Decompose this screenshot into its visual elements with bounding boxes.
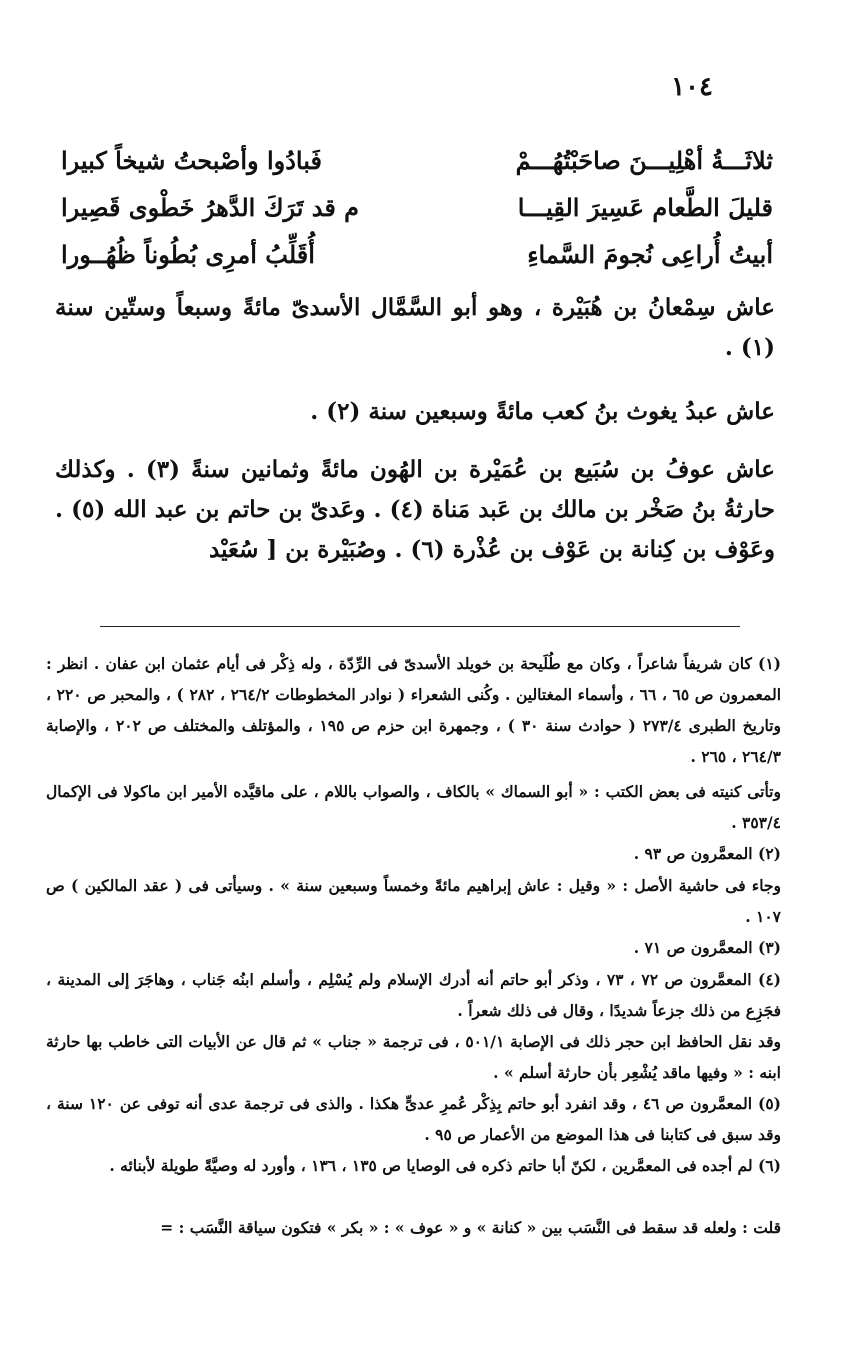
verse-second-hemistich: م قد تَرَكَ الدَّهرُ خَطْوى قَصِيرا bbox=[61, 193, 360, 222]
footnote: قلت : ولعله قد سقط فى النَّسَب بين « كنانة » و « عوف » : « بكر » فتكون سياقة النَّسَب : = bbox=[160, 1218, 781, 1237]
footnote: وجاء فى حاشية الأصل : « وقيل : عاش إبراهيم مائةً وخمساً وسبعين سنة » . وسيأتى فى ( عقد المالكين ) ص ١٠٧ . bbox=[46, 876, 781, 926]
verse-line bbox=[61, 146, 773, 186]
footnote: وقد نقل الحافظ ابن حجر ذلك فى الإصابة ٥٠١/١ ، فى ترجمة « جناب » ثم قال عن الأبيات التى خاطب بها حارثة ابنه : « وفيها ماقد يُشْعِر بأن حارثة أسلم » . bbox=[46, 1032, 782, 1082]
verse-second-hemistich: أُقَلِّبُ أمرِى بُطُوناً ظُهُــورا bbox=[61, 240, 315, 269]
footnote: (٥) المعمَّرون ص ٤٦ ، وقد انفرد أبو حاتم بِذِكْر عُمرِ عدىٍّ هكذا . والذى فى ترجمة عدى أنه توفى عن ١٢٠ سنة ، وقد سبق فى كتابنا فى هذا الموضع من الأعمار ص ٩٥ . bbox=[46, 1094, 781, 1144]
footnote-separator bbox=[100, 626, 740, 627]
body-paragraph: عاش عوفُ بن سُبَيع بن عُمَيْرة بن الهُون مائةً وثمانين سنةً (٣) . وكذلك حارثةُ بنُ صَخْر بن مالك بن عَبد مَناة (٤) . وعَدىّ بن حاتم بن عبد الله (٥) . وعَوْف بن كِنانة بن عَوْف بن عُذْرة (٦) . وصُبَيْرة بن [ سُعَيْد bbox=[55, 456, 775, 563]
footnote: (٦) لم أجده فى المعمَّرين ، لكنّ أبا حاتم ذكره فى الوصايا ص ١٣٥ ، ١٣٦ ، وأورد له وصيَّةً طويلة لأبنائه . bbox=[109, 1156, 781, 1175]
footnote: وتأتى كنيته فى بعض الكتب : « أبو السماك » بالكاف ، والصواب باللام ، على ماقيَّده الأمير ابن ماكولا فى الإكمال ٣٥٣/٤ . bbox=[46, 782, 781, 832]
footnote: (١) كان شريفاً شاعراً ، وكان مع طُلَيحة بن خويلد الأسدىّ فى الرِّدّة ، وله ذِكْر فى أيام عثمان ابن عفان . انظر : المعمرون ص ٦٥ ، ٦٦ ، وأسماء المغتالين . وكُنى الشعراء ( نوادر المخطوطات ٢٦٤/٢ ، ٢٨٢ ) ، والمحبر ص ٢٢٠ ، وتاريخ الطبرى ٢٧٣/٤ ( حوادث سنة ٣٠ ) ، وجمهرة ابن حزم ص ١٩٥ ، والمؤتلف والمختلف ص ٢٠٢ ، والإصابة ٢٦٤/٣ ، ٢٦٥ . bbox=[46, 654, 781, 766]
footnote: (٢) المعمَّرون ص ٩٣ . bbox=[633, 844, 781, 863]
body-paragraph: عاش سِمْعانُ بن هُبَيْرة ، وهو أبو السَّمَّال الأسدىّ مائةً وسبعاً وستّين سنة (١) . bbox=[55, 294, 775, 361]
verse-first-hemistich: قليلَ الطَّعام عَسِيرَ القِيـــا bbox=[517, 193, 773, 222]
body-paragraph: عاش عبدُ يغوث بنُ كعب مائةً وسبعين سنة (٢) . bbox=[310, 398, 775, 425]
verse-first-hemistich: أبيتُ أُراعِى نُجومَ السَّماءِ bbox=[527, 240, 773, 269]
page-number: ١٠٤ bbox=[671, 72, 713, 102]
footnote: (٣) المعمَّرون ص ٧١ . bbox=[633, 938, 781, 957]
verse-first-hemistich: ثلاثَـــةُ أهْلِيـــنَ صاحَبْتُهُـــمْ bbox=[515, 146, 773, 175]
verse-line bbox=[61, 240, 773, 280]
verse-second-hemistich: فَبادُوا وأصْبحتُ شيخاً كبيرا bbox=[61, 146, 322, 175]
verse-line bbox=[61, 193, 773, 233]
footnote: (٤) المعمَّرون ص ٧٢ ، ٧٣ ، وذكر أبو حاتم أنه أدرك الإسلام ولم يُسْلِم ، وأسلم ابنُه جَناب ، وهاجَرَ إلى المدينة ، فجَزِع من ذلك جزعاً شديدًا ، وقال فى ذلك شعراً . bbox=[46, 970, 782, 1020]
